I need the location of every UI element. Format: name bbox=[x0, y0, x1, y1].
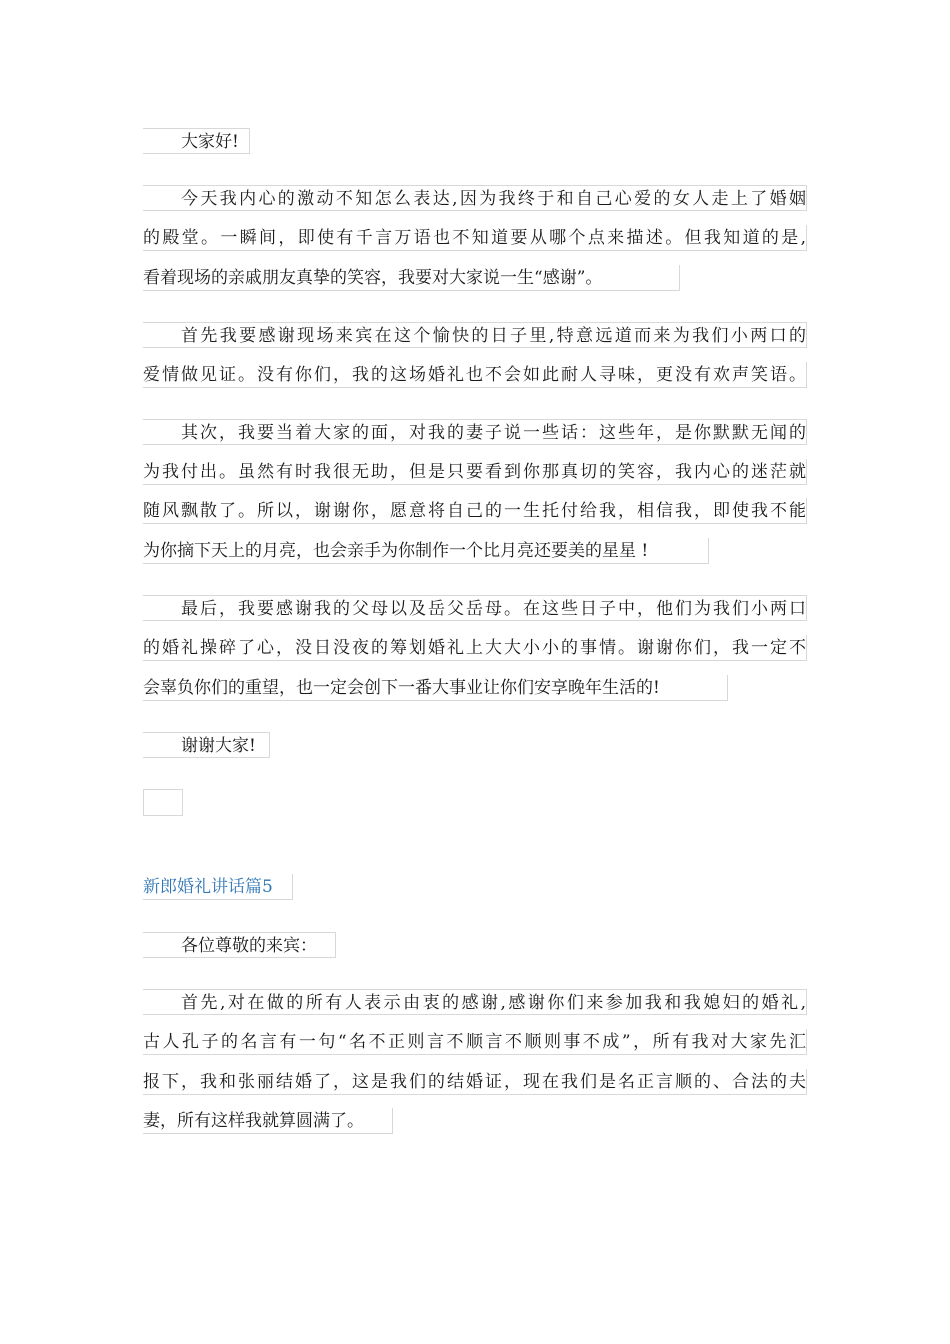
empty-paragraph-box bbox=[143, 789, 183, 816]
section-heading: 新郎婚礼讲话篇5 bbox=[143, 874, 293, 900]
greeting-line: 大家好! bbox=[143, 128, 250, 154]
paragraph-3-line-2: 为我付出。虽然有时我很无助，但是只要看到你那真切的笑容，我内心的迷茫就 bbox=[143, 459, 807, 485]
paragraph-2-line-2: 爱情做见证。没有你们，我的这场婚礼也不会如此耐人寻味，更没有欢声笑语。 bbox=[143, 362, 807, 388]
closing-line: 谢谢大家! bbox=[143, 732, 270, 758]
paragraph-4-line-3: 会辜负你们的重望，也一定会创下一番大事业让你们安享晚年生活的! bbox=[143, 675, 728, 701]
paragraph-1-line-3: 看着现场的亲戚朋友真挚的笑容，我要对大家说一生“感谢”。 bbox=[143, 265, 680, 291]
paragraph-5-line-1: 首先,对在做的所有人表示由衷的感谢,感谢你们来参加我和我媳妇的婚礼, bbox=[143, 989, 807, 1015]
paragraph-3-line-1: 其次，我要当着大家的面，对我的妻子说一些话：这些年，是你默默无闻的 bbox=[143, 419, 807, 445]
paragraph-1-line-1: 今天我内心的激动不知怎么表达,因为我终于和自己心爱的女人走上了婚姻 bbox=[143, 185, 807, 211]
paragraph-2-line-1: 首先我要感谢现场来宾在这个愉快的日子里,特意远道而来为我们小两口的 bbox=[143, 322, 807, 348]
paragraph-3-line-4: 为你摘下天上的月亮，也会亲手为你制作一个比月亮还要美的星星 ! bbox=[143, 538, 709, 564]
paragraph-4-line-1: 最后，我要感谢我的父母以及岳父岳母。在这些日子中，他们为我们小两口 bbox=[143, 595, 807, 621]
paragraph-4-line-2: 的婚礼操碎了心，没日没夜的筹划婚礼上大大小小的事情。谢谢你们，我一定不 bbox=[143, 635, 807, 661]
paragraph-5-line-2: 古人孔子的名言有一句“名不正则言不顺言不顺则事不成”，所有我对大家先汇 bbox=[143, 1029, 807, 1055]
paragraph-5-line-4: 妻，所有这样我就算圆满了。 bbox=[143, 1108, 393, 1134]
salutation-line: 各位尊敬的来宾： bbox=[143, 932, 336, 958]
paragraph-1-line-2: 的殿堂。一瞬间，即使有千言万语也不知道要从哪个点来描述。但我知道的是, bbox=[143, 225, 807, 251]
paragraph-5-line-3: 报下，我和张丽结婚了，这是我们的结婚证，现在我们是名正言顺的、合法的夫 bbox=[143, 1069, 807, 1095]
paragraph-3-line-3: 随风飘散了。所以，谢谢你，愿意将自己的一生托付给我，相信我，即使我不能 bbox=[143, 498, 807, 524]
